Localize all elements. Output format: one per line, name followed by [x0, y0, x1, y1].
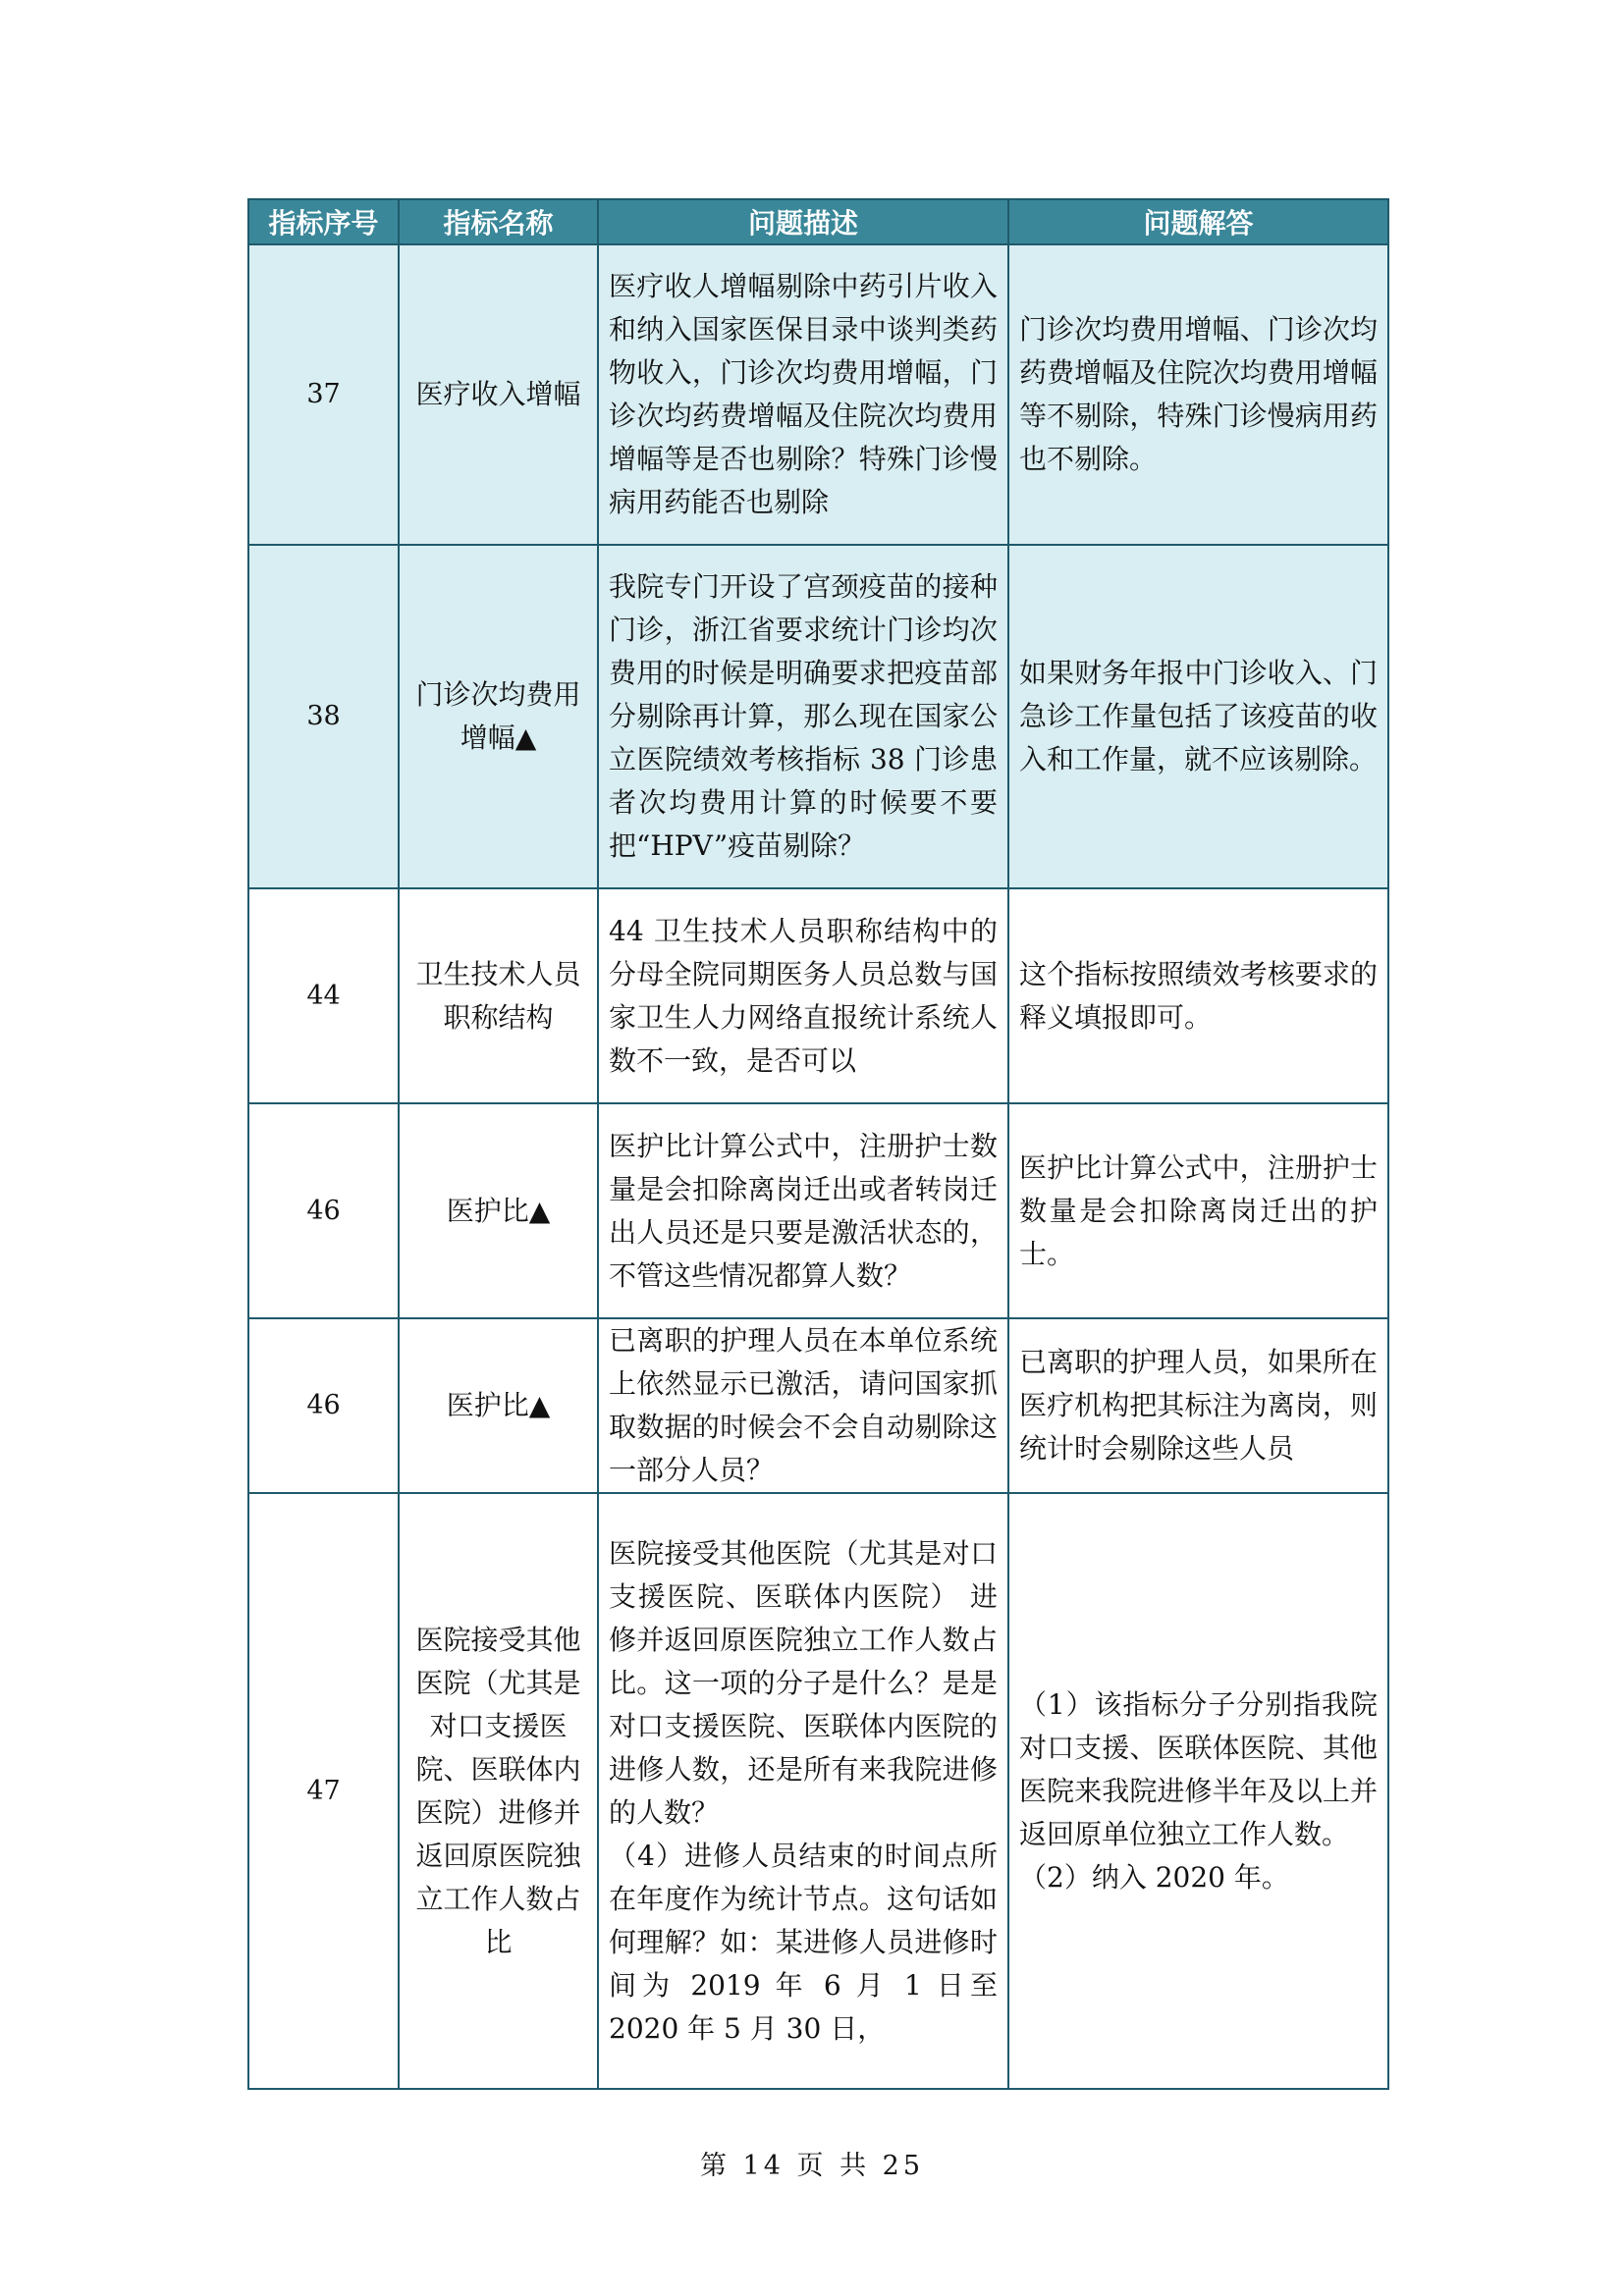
page-number: 第 14 页 共 25	[699, 2151, 925, 2181]
row-question	[598, 545, 1008, 888]
row-question	[598, 1318, 1008, 1493]
answer-paragraph: （1）该指标分子分别指我院对口支援、医联体医院、其他医院来我院进修半年及以上并返回原单位独立工作人数。	[1019, 1687, 1378, 1850]
row-name-text: 门诊次均费用增幅▲	[415, 678, 581, 754]
row-name	[399, 244, 598, 545]
row-name	[399, 1103, 598, 1318]
row-answer	[1008, 244, 1388, 545]
table-row	[248, 244, 1388, 545]
row-answer	[1008, 1493, 1388, 2089]
question-paragraph: 医疗收人增幅剔除中药引片收入和纳入国家医保目录中谈判类药物收入，门诊次均费用增幅，门诊次均药费增幅及住院次均费用增幅等是否也剔除？特殊门诊慢病用药能否也剔除	[609, 270, 998, 518]
row-index: 44	[248, 888, 399, 1103]
question-paragraph: 已离职的护理人员在本单位系统上依然显示已激活，请问国家抓取数据的时候会不会自动剔除这一部分人员？	[609, 1324, 998, 1486]
answer-paragraph: 已离职的护理人员，如果所在医疗机构把其标注为离岗，则统计时会剔除这些人员	[1019, 1346, 1378, 1465]
row-index: 46	[248, 1318, 399, 1493]
answer-paragraph: 如果财务年报中门诊收入、门急诊工作量包括了该疫苗的收入和工作量，就不应该剔除。	[1019, 657, 1378, 775]
answer-paragraph: 门诊次均费用增幅、门诊次均药费增幅及住院次均费用增幅等不剔除，特殊门诊慢病用药也不剔除。	[1019, 313, 1378, 475]
answer-paragraph: 这个指标按照绩效考核要求的释义填报即可。	[1019, 957, 1378, 1034]
header-name: 指标名称	[399, 199, 598, 244]
table-row	[248, 1318, 1388, 1493]
table-row	[248, 888, 1388, 1103]
header-question: 问题描述	[598, 199, 1008, 244]
question-paragraph: 医院接受其他医院（尤其是对口支援医院、医联体内医院） 进修并返回原医院独立工作人数占比。这一项的分子是什么？是是对口支援医院、医联体内医院的进修人数，还是所有来我院进修的人数？	[609, 1536, 998, 1829]
question-paragraph: （4）进修人员结束的时间点所在年度作为统计节点。这句话如何理解？如：某进修人员进修时间为 2019 年 6 月 1 日至 2020 年 5 月 30 日，	[609, 1839, 998, 2045]
question-paragraph: 医护比计算公式中，注册护士数量是会扣除离岗迁出或者转岗迁出人员还是只要是激活状态的，不管这些情况都算人数？	[609, 1129, 998, 1292]
question-paragraph: 44 卫生技术人员职称结构中的分母全院同期医务人员总数与国家卫生人力网络直报统计系统人数不一致，是否可以	[609, 914, 998, 1077]
row-answer	[1008, 1103, 1388, 1318]
question-paragraph: 我院专门开设了宫颈疫苗的接种门诊，浙江省要求统计门诊均次费用的时候是明确要求把疫苗部分剔除再计算，那么现在国家公立医院绩效考核指标 38 门诊患者次均费用计算的时候要不要把“HPV”疫苗剔除？	[609, 570, 998, 862]
row-answer	[1008, 888, 1388, 1103]
row-index: 46	[248, 1103, 399, 1318]
row-name-text: 医院接受其他医院（尤其是对口支援医院、医联体内医院）进修并返回原医院独立工作人数占比	[415, 1623, 581, 1958]
header-answer: 问题解答	[1008, 199, 1388, 244]
table-row	[248, 1493, 1388, 2089]
answer-paragraph: 医护比计算公式中，注册护士数量是会扣除离岗迁出的护士。	[1019, 1150, 1378, 1270]
table-header-row	[248, 199, 1388, 244]
row-name	[399, 888, 598, 1103]
row-name-text: 医护比▲	[446, 1389, 551, 1421]
row-index: 37	[248, 244, 399, 545]
row-name-text: 医护比▲	[446, 1194, 551, 1227]
row-question	[598, 1493, 1008, 2089]
qa-table	[247, 198, 1389, 2090]
row-index: 38	[248, 545, 399, 888]
row-question	[598, 888, 1008, 1103]
row-name	[399, 1318, 598, 1493]
row-name	[399, 1493, 598, 2089]
table-row	[248, 545, 1388, 888]
row-name-text: 卫生技术人员职称结构	[415, 957, 581, 1034]
header-index: 指标序号	[248, 199, 399, 244]
row-name-text: 医疗收入增幅	[415, 378, 581, 410]
row-question	[598, 1103, 1008, 1318]
row-index: 47	[248, 1493, 399, 2089]
row-name	[399, 545, 598, 888]
row-answer	[1008, 1318, 1388, 1493]
row-answer	[1008, 545, 1388, 888]
row-question	[598, 244, 1008, 545]
table-row	[248, 1103, 1388, 1318]
answer-paragraph: （2）纳入 2020 年。	[1019, 1860, 1289, 1894]
